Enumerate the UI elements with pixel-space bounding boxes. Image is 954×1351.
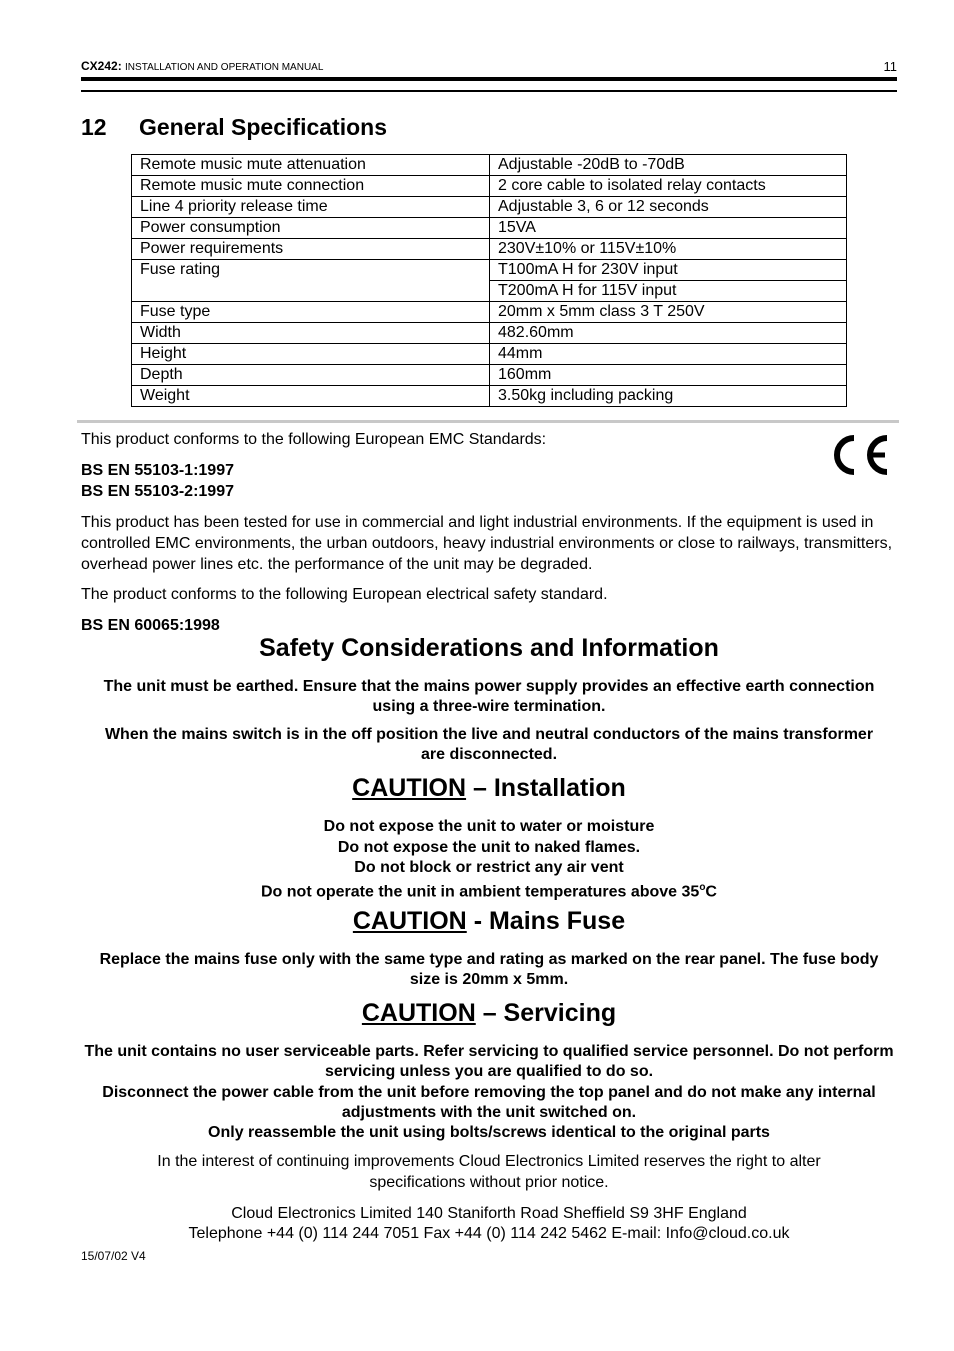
safety-standard-intro: The product conforms to the following European electrical safety standard. bbox=[81, 586, 608, 603]
spec-value: 3.50kg including packing bbox=[490, 386, 847, 407]
spec-value: 15VA bbox=[490, 218, 847, 239]
section-title: General Specifications bbox=[139, 114, 387, 140]
emc-tested-paragraph: This product has been tested for use in commercial and light industrial environments. If the equipment is used in controlled EMC environments, the urban outdoors, heavy industrial environments or close to railways, transmitters, overhead power lines etc. the performance of the unit may be degraded. bbox=[81, 514, 893, 573]
section-divider bbox=[77, 420, 899, 423]
spec-row bbox=[132, 302, 847, 323]
spec-row bbox=[132, 260, 847, 281]
spec-label: Weight bbox=[132, 386, 490, 407]
spec-value: Adjustable -20dB to -70dB bbox=[490, 155, 847, 176]
spec-label: Remote music mute connection bbox=[132, 176, 490, 197]
spec-row bbox=[132, 197, 847, 218]
safety-heading: Safety Considerations and Information bbox=[259, 634, 719, 662]
spec-value: 2 core cable to isolated relay contacts bbox=[490, 176, 847, 197]
safety-earth-text: The unit must be earthed. Ensure that the mains power supply provides an effective earth connection using a three-wire termination. bbox=[103, 678, 875, 715]
header-rule-thin bbox=[81, 90, 897, 92]
spec-row bbox=[132, 176, 847, 197]
spec-value: Adjustable 3, 6 or 12 seconds bbox=[490, 197, 847, 218]
page-header bbox=[81, 59, 897, 77]
header-model: CX242: bbox=[81, 59, 122, 73]
emc-intro: This product conforms to the following European EMC Standards: bbox=[81, 431, 547, 448]
spec-value: T100mA H for 230V input bbox=[490, 260, 847, 281]
caution-servicing-line-3: Only reassemble the unit using bolts/screws identical to the original parts bbox=[208, 1124, 770, 1141]
spec-label: Remote music mute attenuation bbox=[132, 155, 490, 176]
spec-value: 160mm bbox=[490, 365, 847, 386]
company-address: Cloud Electronics Limited 140 Staniforth Road Sheffield S9 3HF England bbox=[231, 1205, 747, 1222]
caution-servicing-line-1: The unit contains no user serviceable parts. Refer servicing to qualified service personnel. Do not perform servicing unless you are qualified to do so. bbox=[84, 1043, 894, 1080]
caution-word: CAUTION bbox=[352, 907, 467, 935]
caution-installation-line-4-text: Do not operate the unit in ambient temperatures above 35 bbox=[261, 883, 700, 901]
spec-label: Power consumption bbox=[132, 218, 490, 239]
spec-value: 482.60mm bbox=[490, 323, 847, 344]
page-number: 11 bbox=[883, 59, 897, 74]
header-title bbox=[81, 59, 323, 73]
spec-label: Width bbox=[132, 323, 490, 344]
spec-row bbox=[132, 155, 847, 176]
emc-standard-1: BS EN 55103-1:1997 bbox=[81, 462, 234, 479]
spec-value: 20mm x 5mm class 3 T 250V bbox=[490, 302, 847, 323]
emc-standard-2: BS EN 55103-2:1997 bbox=[81, 483, 234, 500]
caution-fuse-title: - Mains Fuse bbox=[466, 907, 626, 935]
spec-row bbox=[132, 344, 847, 365]
caution-installation-title: – Installation bbox=[466, 774, 626, 802]
spec-value: 44mm bbox=[490, 344, 847, 365]
safety-switch-text: When the mains switch is in the off position the live and neutral conductors of the mains transformer are disconnected. bbox=[104, 726, 874, 763]
caution-servicing-heading bbox=[81, 999, 897, 1028]
spec-value: 230V±10% or 115V±10% bbox=[490, 239, 847, 260]
section-heading bbox=[81, 114, 387, 141]
spec-row bbox=[132, 365, 847, 386]
section-number: 12 bbox=[81, 114, 107, 140]
temperature-unit: C bbox=[705, 883, 717, 901]
spec-label: Power requirements bbox=[132, 239, 490, 260]
spec-label: Depth bbox=[132, 365, 490, 386]
version-date: 15/07/02 V4 bbox=[81, 1249, 146, 1263]
spec-label: Height bbox=[132, 344, 490, 365]
caution-installation-line-2: Do not expose the unit to naked flames. bbox=[337, 839, 641, 856]
header-manual-title: INSTALLATION AND OPERATION MANUAL bbox=[125, 62, 324, 73]
spec-value: T200mA H for 115V input bbox=[490, 281, 847, 302]
spec-row bbox=[132, 386, 847, 407]
caution-word: CAUTION bbox=[361, 999, 476, 1027]
improvements-notice: In the interest of continuing improvements Cloud Electronics Limited reserves the right to alter specifications without prior notice. bbox=[157, 1153, 821, 1191]
spec-label: Line 4 priority release time bbox=[132, 197, 490, 218]
company-contact: Telephone +44 (0) 114 244 7051 Fax +44 (0) 114 242 5462 E-mail: Info@cloud.co.uk bbox=[188, 1225, 790, 1242]
caution-installation-line-1: Do not expose the unit to water or moisture bbox=[323, 818, 655, 835]
caution-installation-line-3: Do not block or restrict any air vent bbox=[354, 859, 624, 876]
spec-row bbox=[132, 239, 847, 260]
caution-installation-heading bbox=[81, 774, 897, 803]
spec-label: Fuse rating bbox=[132, 260, 490, 302]
spec-row bbox=[132, 323, 847, 344]
header-rule-thick bbox=[81, 77, 897, 81]
safety-standard: BS EN 60065:1998 bbox=[81, 617, 220, 634]
caution-fuse-text: Replace the mains fuse only with the same type and rating as marked on the rear panel. The fuse body size is 20mm x 5mm. bbox=[99, 951, 879, 988]
caution-installation-line-4 bbox=[81, 878, 897, 902]
caution-word: CAUTION bbox=[352, 774, 467, 802]
caution-fuse-heading bbox=[81, 907, 897, 936]
spec-row bbox=[132, 218, 847, 239]
caution-servicing-line-2: Disconnect the power cable from the unit before removing the top panel and do not make any internal adjustments with the unit switched on. bbox=[102, 1084, 876, 1121]
caution-servicing-title: – Servicing bbox=[475, 999, 617, 1027]
spec-label: Fuse type bbox=[132, 302, 490, 323]
degree-superscript: o bbox=[699, 882, 706, 893]
specifications-table bbox=[131, 154, 847, 407]
